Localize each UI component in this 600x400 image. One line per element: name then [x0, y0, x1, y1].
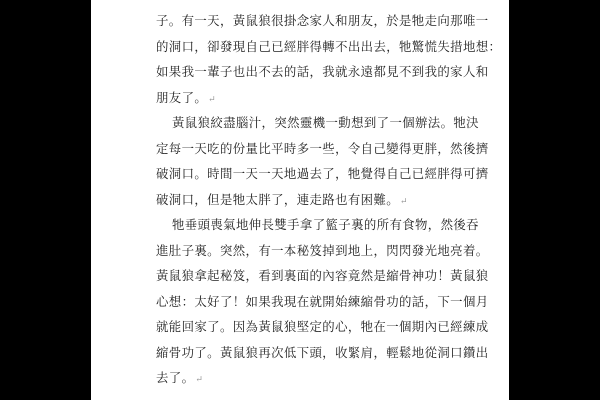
- text-span: 朋友了。: [156, 89, 208, 105]
- document-page: [91, 0, 509, 400]
- text-line: 破洞口。時間一天一天地過去了，牠覺得自己已經胖得可擠: [156, 166, 489, 181]
- text-line: 縮骨功了。黃鼠狼再次低下頭，收緊肩，輕鬆地從洞口鑽出: [156, 344, 489, 360]
- text-line: 心想：太好了！如果我現在就開始練縮骨功的話，下一個月: [156, 293, 489, 309]
- text-line: 子。有一天，黃鼠狼很掛念家人和朋友，於是牠走向那唯一: [156, 13, 489, 28]
- text-line-last: [156, 85, 456, 111]
- text-line: 牠垂頭喪氣地伸長雙手拿了籃子裏的所有食物，然後吞: [172, 217, 479, 232]
- text-line-last: [156, 365, 456, 391]
- text-span: 破洞口，但是牠太胖了，連走路也有困難。: [156, 191, 400, 207]
- text-line: 進肚子裏。突然，有一本秘笈掉到地上，閃閃發光地亮着。: [156, 242, 489, 258]
- paragraph-mark-icon: ↵: [195, 375, 204, 385]
- document-body[interactable]: [156, 8, 502, 391]
- text-line: 如果我一輩子也出不去的話，我就永遠都見不到我的家人和: [156, 64, 489, 79]
- text-line: 的洞口，卻發現自己已經胖得轉不出出去，牠驚慌失措地想：: [156, 38, 502, 54]
- text-line: 就能回家了。因為黃鼠狼堅定的心，牠在一個期內已經練成: [156, 319, 489, 334]
- paragraph: [156, 8, 502, 110]
- text-line-last: [156, 187, 456, 213]
- text-line: 黃鼠狼拿起秘笈，看到裏面的內容竟然是縮骨神功！黃鼠狼: [156, 268, 489, 283]
- paragraph-mark-icon: ↵: [400, 196, 408, 207]
- paragraph: [156, 110, 489, 212]
- text-span: 去了。: [156, 370, 195, 385]
- paragraph: [156, 212, 489, 391]
- text-line: 黃鼠狼絞盡腦汁，突然靈機一動想到了一個辦法。牠決: [172, 115, 479, 130]
- paragraph-mark-icon: ↵: [208, 94, 217, 105]
- text-line: 定每一天吃的份量比平時多一些，令自己變得更胖，然後擠: [156, 140, 489, 156]
